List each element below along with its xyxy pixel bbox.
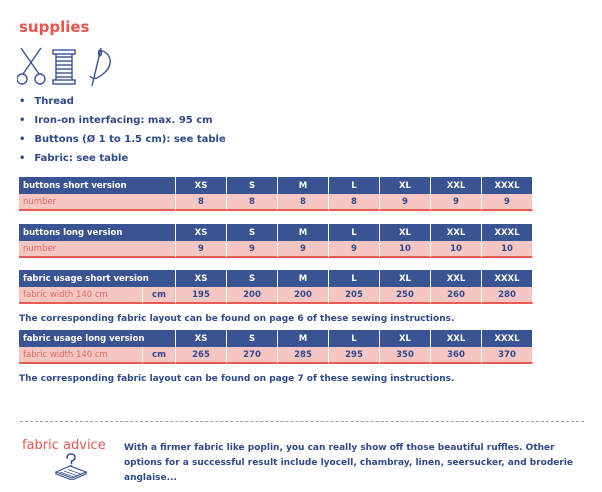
unit-label: cm [143,347,176,364]
size-header: XL [380,270,431,287]
table-cell: 200 [278,287,329,304]
fabric-question-icon [54,452,88,480]
table-header: fabric usage long version [19,330,176,347]
size-header: L [329,270,380,287]
size-header: XXL [431,270,482,287]
list-item: • Fabric: see table [19,153,226,172]
table-cell: 250 [380,287,431,304]
fabric-advice-text: With a firmer fabric like poplin, you can really show off those beautiful ruffles. Other options for a successful result include lyocell, chambray, linen, seersucker, and broderie anglaise... [124,443,574,483]
size-header: XXL [431,330,482,347]
scissors-icon [17,48,45,84]
table-header: fabric usage short version [19,270,176,287]
size-header: L [329,224,380,241]
buttons-long-table [19,224,533,258]
table-cell: 370 [482,347,533,364]
size-header: S [227,224,278,241]
table-cell: 10 [431,241,482,258]
size-header: XXXL [482,270,533,287]
table-cell: 260 [431,287,482,304]
fabric-advice-title: fabric advice [22,438,106,453]
fabric-short-table [19,270,533,304]
table-row [19,194,533,211]
table-cell: 9 [227,241,278,258]
table-row [19,241,533,258]
table-cell: 10 [380,241,431,258]
row-label: fabric width 140 cm [19,287,143,304]
table-cell: 8 [278,194,329,211]
size-header: XXXL [482,224,533,241]
size-header: M [278,224,329,241]
table-row [19,347,533,364]
table-header: buttons long version [19,224,176,241]
section-divider [20,421,584,422]
size-header: XS [176,270,227,287]
table-cell: 200 [227,287,278,304]
supplies-list [19,96,226,172]
table-cell: 350 [380,347,431,364]
list-item: • Buttons (Ø 1 to 1.5 cm): see table [19,134,226,153]
table-cell: 270 [227,347,278,364]
size-header: XXL [431,177,482,194]
table-cell: 295 [329,347,380,364]
fabric-long-table [19,330,533,364]
size-header: S [227,177,278,194]
size-header: M [278,270,329,287]
row-label: number [19,241,176,258]
table-header: buttons short version [19,177,176,194]
table-cell: 9 [482,194,533,211]
buttons-short-table [19,177,533,211]
row-label: fabric width 140 cm [19,347,143,364]
table-cell: 9 [329,241,380,258]
table-cell: 8 [227,194,278,211]
list-item: • Thread [19,96,226,115]
unit-label: cm [143,287,176,304]
table-cell: 280 [482,287,533,304]
size-header: L [329,177,380,194]
size-header: XXL [431,224,482,241]
needle-icon [90,48,110,86]
size-header: XS [176,177,227,194]
size-header: XXXL [482,330,533,347]
table-cell: 265 [176,347,227,364]
size-header: M [278,330,329,347]
size-header: XL [380,224,431,241]
section-title: supplies [19,18,90,36]
size-header: M [278,177,329,194]
list-item: • Iron-on interfacing: max. 95 cm [19,115,226,134]
table-cell: 8 [176,194,227,211]
table-cell: 360 [431,347,482,364]
table-cell: 285 [278,347,329,364]
table-cell: 10 [482,241,533,258]
table-cell: 9 [176,241,227,258]
thread-spool-icon [53,50,75,84]
fabric-layout-note: The corresponding fabric layout can be found on page 7 of these sewing instructions. [19,374,455,384]
size-header: S [227,270,278,287]
size-header: S [227,330,278,347]
table-row [19,287,533,304]
fabric-layout-note: The corresponding fabric layout can be found on page 6 of these sewing instructions. [19,314,455,324]
size-header: XS [176,224,227,241]
size-header: XS [176,330,227,347]
table-cell: 195 [176,287,227,304]
size-header: XL [380,330,431,347]
size-header: L [329,330,380,347]
size-header: XL [380,177,431,194]
table-cell: 205 [329,287,380,304]
row-label: number [19,194,176,211]
size-header: XXXL [482,177,533,194]
table-cell: 9 [431,194,482,211]
table-cell: 9 [380,194,431,211]
table-cell: 8 [329,194,380,211]
supply-icons [17,46,117,88]
table-cell: 9 [278,241,329,258]
